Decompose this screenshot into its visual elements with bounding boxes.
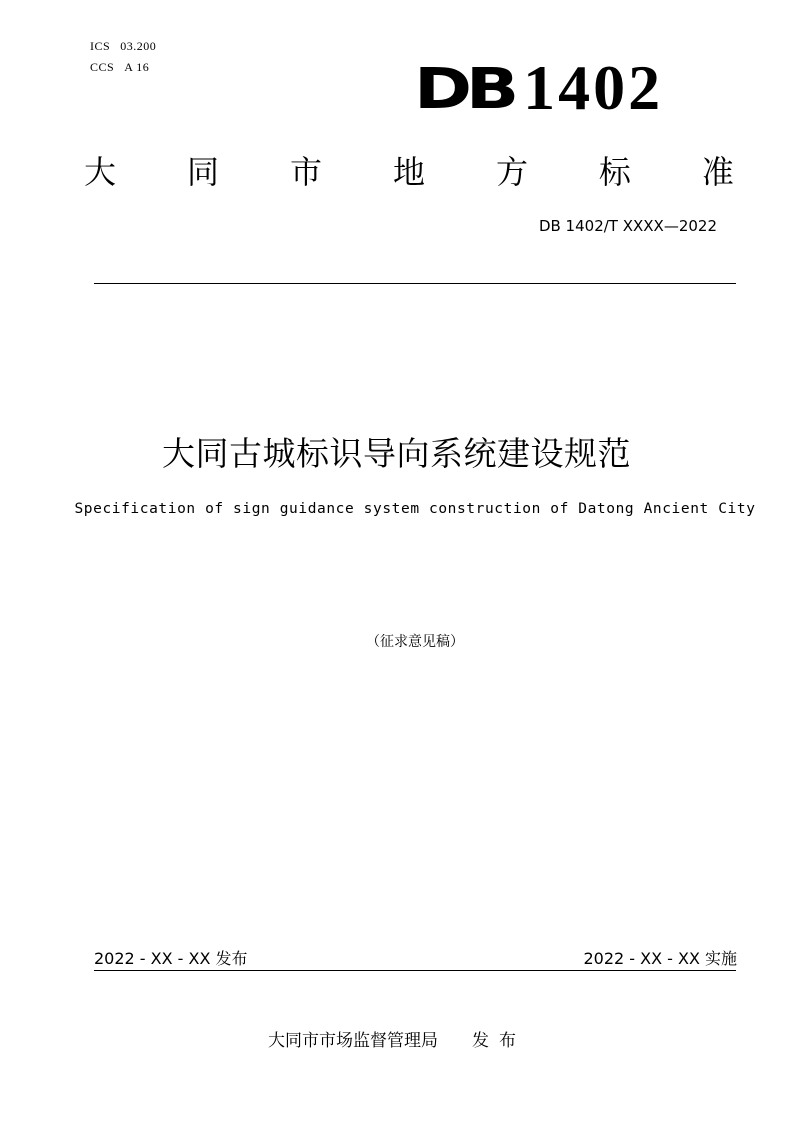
publish-date: 2022 - XX - XX 发布 [94,949,248,968]
standard-code: DB 1402/T XXXX—2022 [538,217,717,235]
implement-date: 2022 - XX - XX 实施 [583,949,737,968]
logo-prefix: DB [414,57,513,122]
standard-logo [414,52,664,132]
ics-label: ICS [90,39,111,53]
standard-type-char: 大 [84,153,117,191]
standard-type-char: 市 [289,153,322,191]
standard-type-char: 地 [392,153,425,191]
document-title-english: Specification of sign guidance system construction of Datong Ancient City [74,501,756,517]
draft-status: （征求意见稿） [366,634,464,650]
ccs-line [90,60,149,75]
document-title: 大同古城标识导向系统建设规范 [162,434,631,473]
ics-value: 03.200 [120,39,157,53]
standard-type-char: 同 [186,153,219,191]
top-divider [94,283,736,284]
issuer-action: 发布 [472,1031,526,1051]
standard-type-heading [84,150,734,194]
issuer-line [268,1026,526,1051]
standard-type-char: 方 [495,153,528,191]
standard-type-char: 标 [598,153,631,191]
logo-number: 1402 [523,52,664,123]
issuer-name: 大同市市场监督管理局 [268,1031,438,1051]
standard-type-char: 准 [701,153,734,191]
ics-line [90,39,156,54]
ccs-value: A 16 [124,60,150,74]
ccs-label: CCS [90,60,115,74]
bottom-divider [94,970,736,971]
